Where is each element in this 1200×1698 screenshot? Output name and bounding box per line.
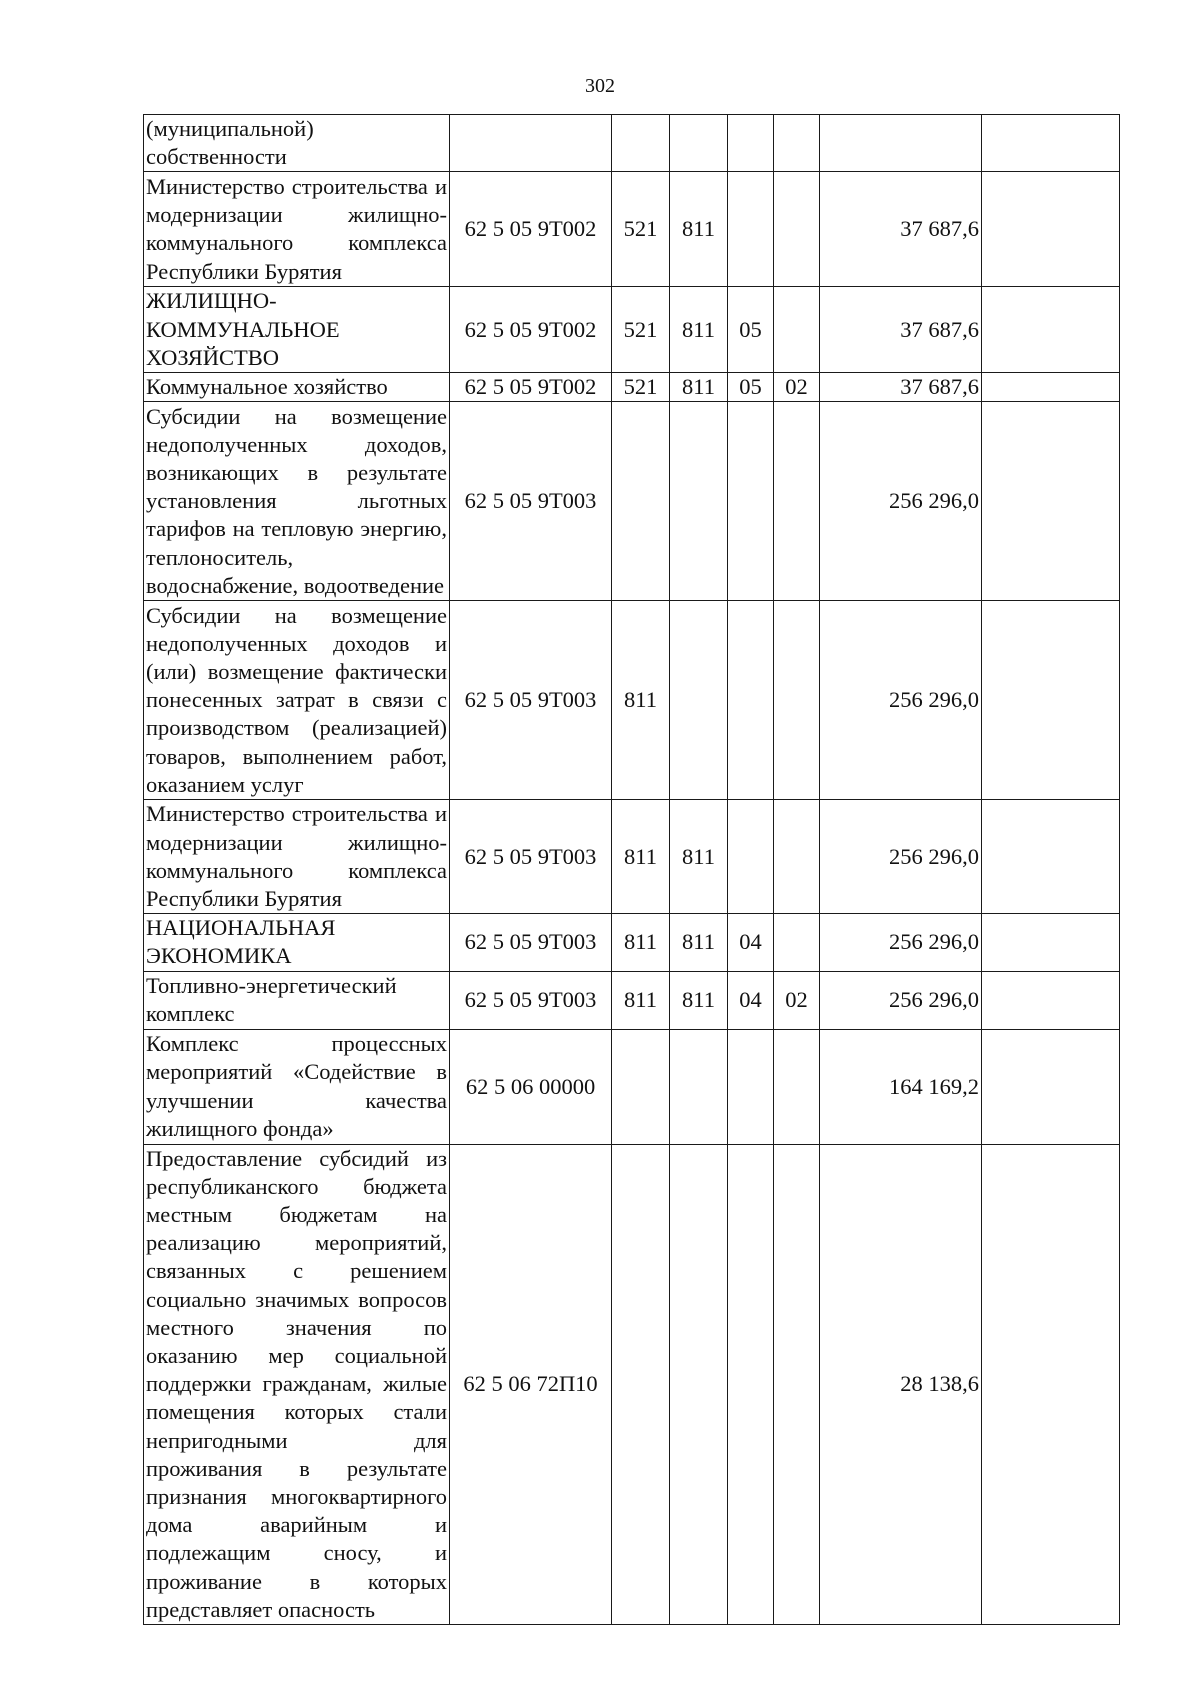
table-row — [144, 800, 1120, 914]
cell-target-code: 62 5 05 9Т002 — [450, 287, 612, 373]
cell-name: НАЦИОНАЛЬНАЯ ЭКОНОМИКА — [144, 914, 450, 971]
cell-blank — [982, 1029, 1120, 1144]
cell-blank — [982, 287, 1120, 373]
cell-subsection — [774, 601, 820, 800]
cell-subsection — [774, 1144, 820, 1624]
cell-section — [728, 1029, 774, 1144]
cell-blank — [982, 402, 1120, 601]
cell-amount: 256 296,0 — [820, 971, 982, 1029]
cell-section — [728, 172, 774, 287]
cell-blank — [982, 914, 1120, 971]
cell-vr: 811 — [670, 914, 728, 971]
cell-amount: 37 687,6 — [820, 373, 982, 402]
cell-grbs: 811 — [612, 971, 670, 1029]
cell-grbs: 811 — [612, 601, 670, 800]
cell-name: ЖИЛИЩНО-КОММУНАЛЬНОЕ ХОЗЯЙСТВО — [144, 287, 450, 373]
cell-grbs — [612, 1029, 670, 1144]
cell-vr: 811 — [670, 800, 728, 914]
table-row — [144, 601, 1120, 800]
cell-amount: 256 296,0 — [820, 914, 982, 971]
cell-name: Министерство строительства и модернизации жилищно-коммунального комплекса Республики Бурятия — [144, 800, 450, 914]
cell-target-code: 62 5 05 9Т002 — [450, 172, 612, 287]
cell-grbs: 521 — [612, 287, 670, 373]
cell-target-code: 62 5 05 9Т002 — [450, 373, 612, 402]
cell-name: Предоставление субсидий из республиканского бюджета местным бюджетам на реализацию мероприятий, связанных с решением социально значимых вопросов местного значения по оказанию мер социальной поддержки гражданам, жилые помещения которых стали непригодными для проживания в результате признания многоквартирного дома аварийным и подлежащим сносу, и проживание в которых представляет опасность — [144, 1144, 450, 1624]
cell-section — [728, 402, 774, 601]
table-row — [144, 1144, 1120, 1624]
cell-section — [728, 1144, 774, 1624]
cell-grbs — [612, 402, 670, 601]
cell-section — [728, 115, 774, 172]
cell-section — [728, 601, 774, 800]
cell-vr: 811 — [670, 373, 728, 402]
page-number: 302 — [585, 75, 615, 97]
cell-subsection — [774, 115, 820, 172]
table-row — [144, 287, 1120, 373]
cell-vr: 811 — [670, 971, 728, 1029]
cell-vr — [670, 1144, 728, 1624]
cell-blank — [982, 800, 1120, 914]
cell-name: Топливно-энергетический комплекс — [144, 971, 450, 1029]
budget-table — [143, 114, 1120, 1625]
cell-blank — [982, 373, 1120, 402]
table-row — [144, 373, 1120, 402]
cell-name: Комплекс процессных мероприятий «Содействие в улучшении качества жилищного фонда» — [144, 1029, 450, 1144]
cell-vr — [670, 1029, 728, 1144]
cell-blank — [982, 1144, 1120, 1624]
cell-grbs — [612, 1144, 670, 1624]
cell-name: Субсидии на возмещение недополученных доходов, возникающих в результате установления льготных тарифов на тепловую энергию, теплоноситель, водоснабжение, водоотведение — [144, 402, 450, 601]
cell-subsection: 02 — [774, 373, 820, 402]
cell-target-code: 62 5 05 9Т003 — [450, 971, 612, 1029]
cell-vr — [670, 601, 728, 800]
cell-target-code: 62 5 05 9Т003 — [450, 800, 612, 914]
cell-subsection: 02 — [774, 971, 820, 1029]
cell-amount: 256 296,0 — [820, 402, 982, 601]
cell-amount: 28 138,6 — [820, 1144, 982, 1624]
table-row — [144, 1029, 1120, 1144]
cell-target-code: 62 5 06 72П10 — [450, 1144, 612, 1624]
cell-name: Министерство строительства и модернизации жилищно-коммунального комплекса Республики Бурятия — [144, 172, 450, 287]
cell-section — [728, 800, 774, 914]
cell-amount: 37 687,6 — [820, 172, 982, 287]
cell-subsection — [774, 402, 820, 601]
table-row — [144, 402, 1120, 601]
cell-grbs: 521 — [612, 373, 670, 402]
cell-blank — [982, 971, 1120, 1029]
cell-target-code: 62 5 05 9Т003 — [450, 601, 612, 800]
cell-target-code: 62 5 06 00000 — [450, 1029, 612, 1144]
table-row — [144, 914, 1120, 971]
cell-vr: 811 — [670, 172, 728, 287]
cell-blank — [982, 601, 1120, 800]
cell-blank — [982, 172, 1120, 287]
cell-amount: 37 687,6 — [820, 287, 982, 373]
cell-subsection — [774, 1029, 820, 1144]
cell-amount — [820, 115, 982, 172]
cell-section: 05 — [728, 373, 774, 402]
cell-target-code: 62 5 05 9Т003 — [450, 914, 612, 971]
cell-amount: 164 169,2 — [820, 1029, 982, 1144]
cell-blank — [982, 115, 1120, 172]
cell-subsection — [774, 914, 820, 971]
cell-grbs: 521 — [612, 172, 670, 287]
cell-subsection — [774, 800, 820, 914]
cell-target-code — [450, 115, 612, 172]
table-row — [144, 971, 1120, 1029]
cell-amount: 256 296,0 — [820, 601, 982, 800]
cell-grbs — [612, 115, 670, 172]
cell-amount: 256 296,0 — [820, 800, 982, 914]
cell-vr — [670, 402, 728, 601]
cell-grbs: 811 — [612, 800, 670, 914]
cell-name: (муниципальной) собственности — [144, 115, 450, 172]
cell-target-code: 62 5 05 9Т003 — [450, 402, 612, 601]
table-row — [144, 172, 1120, 287]
cell-section: 05 — [728, 287, 774, 373]
table-row — [144, 115, 1120, 172]
cell-subsection — [774, 287, 820, 373]
cell-vr — [670, 115, 728, 172]
cell-subsection — [774, 172, 820, 287]
cell-section: 04 — [728, 971, 774, 1029]
cell-name: Коммунальное хозяйство — [144, 373, 450, 402]
cell-grbs: 811 — [612, 914, 670, 971]
cell-section: 04 — [728, 914, 774, 971]
cell-name: Субсидии на возмещение недополученных доходов и (или) возмещение фактически понесенных затрат в связи с производством (реализацией) товаров, выполнением работ, оказанием услуг — [144, 601, 450, 800]
cell-vr: 811 — [670, 287, 728, 373]
